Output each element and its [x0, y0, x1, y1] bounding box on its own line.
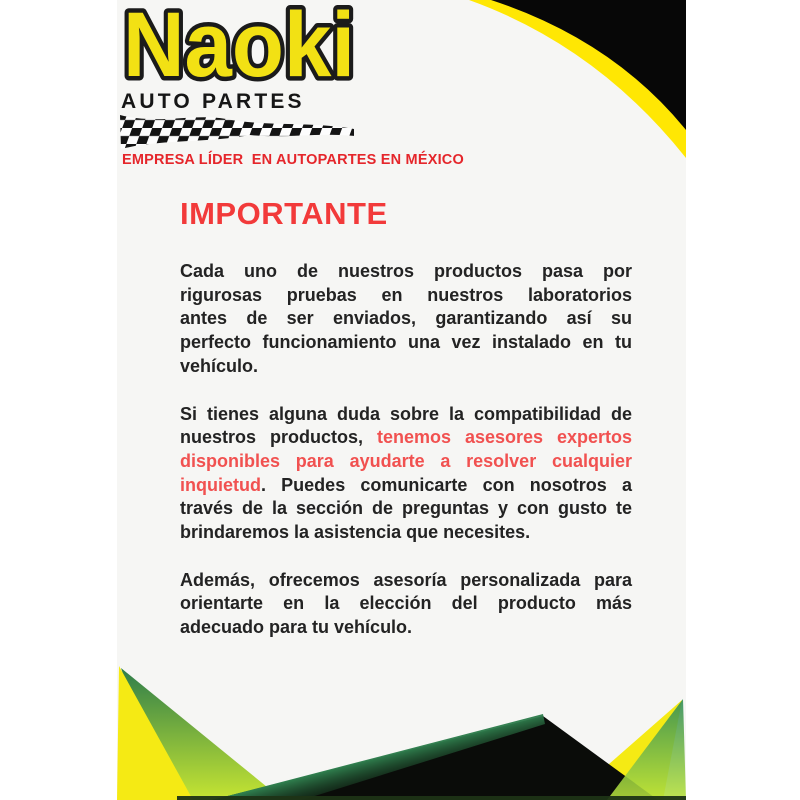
body-text-segment: brindaremos la asistencia que necesites. — [180, 522, 531, 543]
checkered-flag-shape — [120, 115, 354, 149]
body-text-segment: . Puedes comunicarte con nosotros a — [260, 474, 632, 495]
text-line — [180, 355, 632, 379]
highlighted-text: tenemos asesores expertos — [376, 427, 633, 448]
body-text-segment: Además, ofrecemos asesoría personalizada para — [180, 569, 632, 590]
text-line — [180, 260, 632, 284]
text-line — [180, 569, 632, 593]
brand-tagline: EMPRESA LÍDER EN AUTOPARTES EN MÉXICO — [122, 152, 464, 168]
right-green-triangle — [607, 699, 686, 800]
page-title: IMPORTANTE — [180, 196, 388, 231]
body-text-segment: nuestros productos, — [180, 427, 377, 448]
bottom-edge-strip — [177, 796, 686, 800]
text-line — [180, 284, 632, 308]
checkered-flag-icon — [118, 112, 360, 154]
body-text-segment: través de la sección de preguntas y con gusto te — [180, 498, 632, 519]
text-line — [180, 521, 632, 545]
paragraph — [180, 403, 632, 545]
text-line — [180, 497, 632, 521]
text-line — [180, 592, 632, 616]
text-line — [180, 616, 632, 640]
text-line — [180, 307, 632, 331]
flyer-content — [117, 0, 686, 800]
bottom-decoration — [117, 655, 686, 800]
text-line — [180, 331, 632, 355]
body-text-segment: orientarte en la elección del producto más — [180, 593, 632, 614]
naoki-logo — [119, 0, 381, 96]
text-line — [180, 403, 632, 427]
body-text-segment: rigurosas pruebas en nuestros laboratorios — [180, 284, 632, 305]
body-text — [180, 260, 632, 664]
paragraph — [180, 569, 632, 640]
naoki-logo-text: Naoki — [123, 0, 355, 96]
body-text-segment: Cada uno de nuestros productos pasa por — [180, 261, 632, 281]
paragraph — [180, 260, 632, 379]
body-text-segment: antes de ser enviados, garantizando así su — [180, 308, 632, 329]
text-line — [180, 474, 632, 498]
text-line — [180, 450, 632, 474]
highlighted-text: disponibles para ayudarte a resolver cualquier — [180, 450, 632, 471]
highlighted-text: inquietud — [180, 474, 261, 495]
body-text-segment: perfecto funcionamiento una vez instalado en tu — [180, 332, 632, 353]
body-text-segment: Si tienes alguna duda sobre la compatibilidad de — [180, 403, 632, 424]
text-line — [180, 426, 632, 450]
body-text-segment: vehículo. — [180, 355, 259, 376]
brand-subtitle: AUTO PARTES — [121, 90, 305, 113]
body-text-segment: adecuado para tu vehículo. — [180, 617, 413, 638]
